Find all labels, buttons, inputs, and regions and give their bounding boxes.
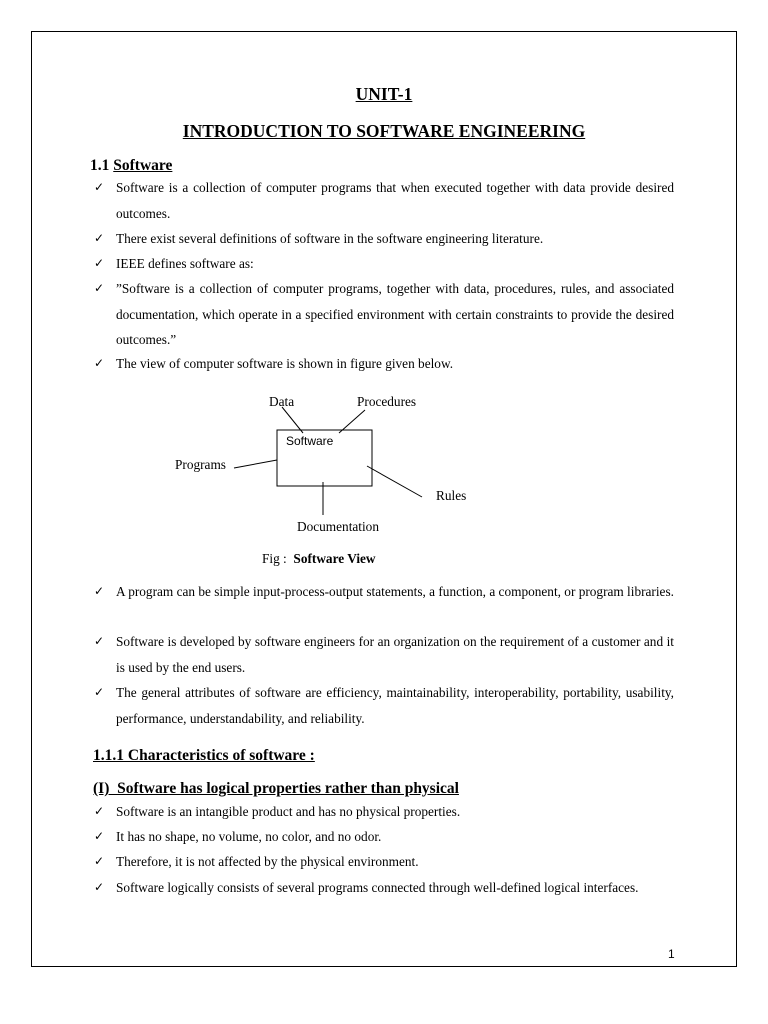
checkmark-icon: ✓ (94, 880, 105, 894)
page-number: 1 (668, 947, 675, 961)
subsection-heading: 1.1.1 Characteristics of software : (93, 747, 315, 764)
checkmark-icon: ✓ (94, 685, 105, 699)
checkmark-icon: ✓ (94, 829, 105, 843)
list-item: ✓ The general attributes of software are efficiency, maintainability, interoperability, portability, usability, performance, understandability, and reliability. (94, 680, 674, 731)
checkmark-icon: ✓ (94, 281, 105, 295)
checkmark-icon: ✓ (94, 180, 105, 194)
list-item: ✓ It has no shape, no volume, no color, and no odor. (94, 824, 674, 850)
checkmark-icon: ✓ (94, 231, 105, 245)
figure-caption (262, 551, 376, 567)
label-programs: Programs (175, 457, 226, 472)
list-item: ✓ IEEE defines software as: (94, 251, 674, 277)
software-box-label: Software (286, 434, 334, 448)
rules-connector (367, 466, 422, 497)
caption-prefix: Fig : (262, 551, 287, 566)
label-rules: Rules (436, 488, 467, 503)
checkmark-icon: ✓ (94, 584, 105, 598)
checkmark-icon: ✓ (94, 854, 105, 868)
checkmark-icon: ✓ (94, 256, 105, 270)
list-item: ✓ Therefore, it is not affected by the physical environment. (94, 849, 674, 875)
caption-title: Software View (293, 551, 376, 566)
checkmark-icon: ✓ (94, 634, 105, 648)
list-item: ✓ Software is developed by software engineers for an organization on the requirement of a customer and it is used by the end users. (94, 629, 674, 680)
list-item: ✓ A program can be simple input-process-output statements, a function, a component, or program libraries. (94, 579, 674, 605)
section-number: 1.1 (90, 157, 110, 174)
list-item: ✓ There exist several definitions of software in the software engineering literature. (94, 226, 674, 252)
list-item: ✓ Software logically consists of several programs connected through well-defined logical interfaces. (94, 875, 674, 901)
list-item: ✓ ”Software is a collection of computer programs, together with data, procedures, rules, and associated documentation, which operate in a specified environment with certain constraints to provide the desired outcomes.” (94, 276, 674, 353)
unit-heading: UNIT-1 (355, 84, 413, 104)
programs-connector (234, 460, 277, 468)
checkmark-icon: ✓ (94, 804, 105, 818)
list-item: ✓ Software is an intangible product and has no physical properties. (94, 799, 674, 825)
section-title: Software (113, 157, 173, 174)
subsubsection-heading: (I) Software has logical properties rather than physical (93, 780, 459, 797)
label-documentation: Documentation (297, 519, 379, 534)
list-item: ✓ Software is a collection of computer programs that when executed together with data provide desired outcomes. (94, 175, 674, 226)
label-procedures: Procedures (357, 394, 417, 409)
label-data: Data (269, 394, 295, 409)
document-title: INTRODUCTION TO SOFTWARE ENGINEERING (182, 121, 586, 141)
list-item: ✓ The view of computer software is shown in figure given below. (94, 351, 674, 377)
data-connector (282, 407, 303, 433)
checkmark-icon: ✓ (94, 356, 105, 370)
